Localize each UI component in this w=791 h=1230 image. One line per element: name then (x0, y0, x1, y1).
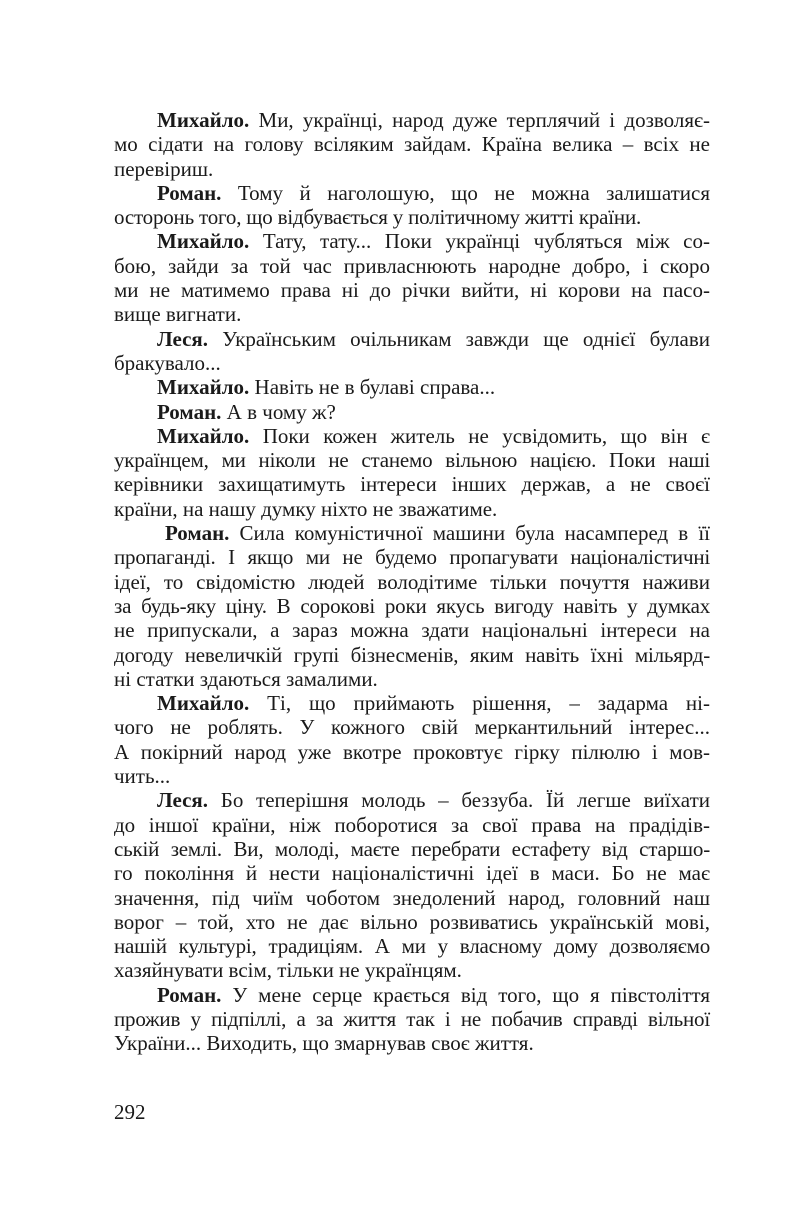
page-body (114, 108, 710, 1056)
paragraph-line: осторонь того, що відбувається у політичному житті країни. (114, 205, 642, 230)
paragraph-first-line (114, 181, 710, 205)
speaker-name: Леся. (157, 788, 209, 813)
speaker-name: Роман. (165, 521, 230, 546)
paragraph-line: ворог – той, хто не дає вільно розвиватись українській мові, (114, 909, 710, 934)
speech-text: У мене серце крається від того, що я півстоліття (221, 982, 710, 1007)
paragraph-line: догоду невеличкій групі бізнесменів, яким навіть їхні мільярд- (114, 642, 710, 667)
paragraph-first-line (114, 229, 710, 253)
paragraph-first-line (114, 375, 710, 399)
speech-text: Тату, тату... Поки українці чубляться між со- (249, 229, 710, 254)
dialogue-paragraph (114, 788, 710, 982)
speaker-name: Роман. (157, 399, 222, 424)
paragraph-line: хазяйнувати всім, тільки не українцям. (114, 958, 462, 983)
dialogue-paragraph (114, 108, 710, 181)
paragraph-line: керівники захищатимуть інтереси інших держав, а не своєї (114, 472, 710, 497)
paragraph-line: перевіриш. (114, 156, 214, 181)
speech-text: Сила комуністичної машини була насамперед в її (229, 521, 710, 546)
dialogue-paragraph (114, 983, 710, 1056)
paragraph-first-line (114, 424, 710, 448)
paragraph-first-line (114, 400, 710, 424)
paragraph-line: України... Виходить, що змарнував своє життя. (114, 1031, 534, 1056)
paragraph-line: за будь-яку ціну. В сорокові роки якусь вигоду навіть у думках (114, 593, 710, 618)
speech-text: Ті, що приймають рішення, – задарма ні- (249, 691, 710, 716)
speech-text: Тому й наголошую, що не можна залишатися (221, 180, 710, 205)
speaker-name: Роман. (157, 180, 222, 205)
speech-text: Ми, українці, народ дуже терплячий і дозволяє- (249, 108, 710, 132)
speaker-name: Роман. (157, 982, 222, 1007)
paragraph-line: прожив у підпіллі, а за життя так і не побачив справді вільної (114, 1006, 710, 1031)
paragraph-line: чого не роблять. У кожного свій меркантильний інтерес... (114, 715, 710, 740)
paragraph-line: до іншої країни, ніж поборотися за свої права на прадідів- (114, 812, 710, 837)
paragraph-line: ні статки здаються замалими. (114, 666, 378, 691)
paragraph-line: ми не матимемо права ні до річки вийти, ні корови на пасо- (114, 278, 710, 303)
page-number: 292 (114, 1100, 146, 1124)
paragraph-line: А покірний народ уже вкотре проковтує гірку пілюлю і мов- (114, 739, 710, 764)
dialogue-paragraph (114, 229, 710, 326)
paragraph-line: вище вигнати. (114, 302, 242, 327)
speech-text: А в чому ж? (221, 399, 336, 424)
paragraph-line: ській землі. Ви, молоді, маєте перебрати естафету від старшо- (114, 836, 710, 861)
dialogue-paragraph (114, 375, 710, 399)
dialogue-paragraph (114, 691, 710, 788)
speech-text: Бо теперішня молодь – беззуба. Їй легше виїхати (208, 788, 710, 813)
dialogue-paragraph (114, 327, 710, 376)
paragraph-line: бракувало... (114, 350, 221, 375)
paragraph-first-line (114, 691, 710, 715)
paragraph-line: ідеї, то свідомістю людей володітиме тільки почуття наживи (114, 569, 710, 594)
paragraph-line: значення, під чиїм чоботом знедолений народ, головний наш (114, 885, 710, 910)
speaker-name: Михайло. (157, 229, 250, 254)
speech-text: Поки кожен житель не усвідомить, що він є (249, 423, 710, 448)
paragraph-line: бою, зайди за той час привласнюють народне добро, і скоро (114, 253, 710, 278)
dialogue-paragraph (114, 400, 710, 424)
speaker-name: Михайло. (157, 691, 250, 716)
speaker-name: Михайло. (157, 423, 250, 448)
paragraph-line: мо сідати на голову всіляким зайдам. Країна велика – всіх не (114, 132, 710, 157)
paragraph-line: українцем, ми ніколи не станемо вільною нацією. Поки наші (114, 448, 710, 473)
speaker-name: Михайло. (157, 108, 250, 132)
speaker-name: Леся. (157, 326, 209, 351)
paragraph-first-line (114, 521, 710, 545)
paragraph-line: пропаганді. І якщо ми не будемо пропагувати націоналістичні (114, 545, 710, 570)
speaker-name: Михайло. (157, 375, 250, 400)
dialogue-paragraph (114, 521, 710, 691)
dialogue-paragraph (114, 424, 710, 521)
paragraph-line: го покоління й нести націоналістичні ідеї в маси. Бо не має (114, 861, 710, 886)
paragraph-first-line (114, 983, 710, 1007)
paragraph-first-line (114, 788, 710, 812)
paragraph-first-line (114, 327, 710, 351)
paragraph-line: чить... (114, 764, 171, 789)
paragraph-first-line (114, 108, 710, 132)
paragraph-line: нашій культурі, традиціям. А ми у власному дому дозволяємо (114, 934, 710, 959)
speech-text: Українським очільникам завжди ще однієї булави (208, 326, 710, 351)
paragraph-line: країни, на нашу думку ніхто не зважатиме. (114, 496, 498, 521)
dialogue-paragraph (114, 181, 710, 230)
speech-text: Навіть не в булаві справа... (249, 375, 496, 400)
paragraph-line: не припускали, а зараз можна здати національні інтереси на (114, 618, 710, 643)
